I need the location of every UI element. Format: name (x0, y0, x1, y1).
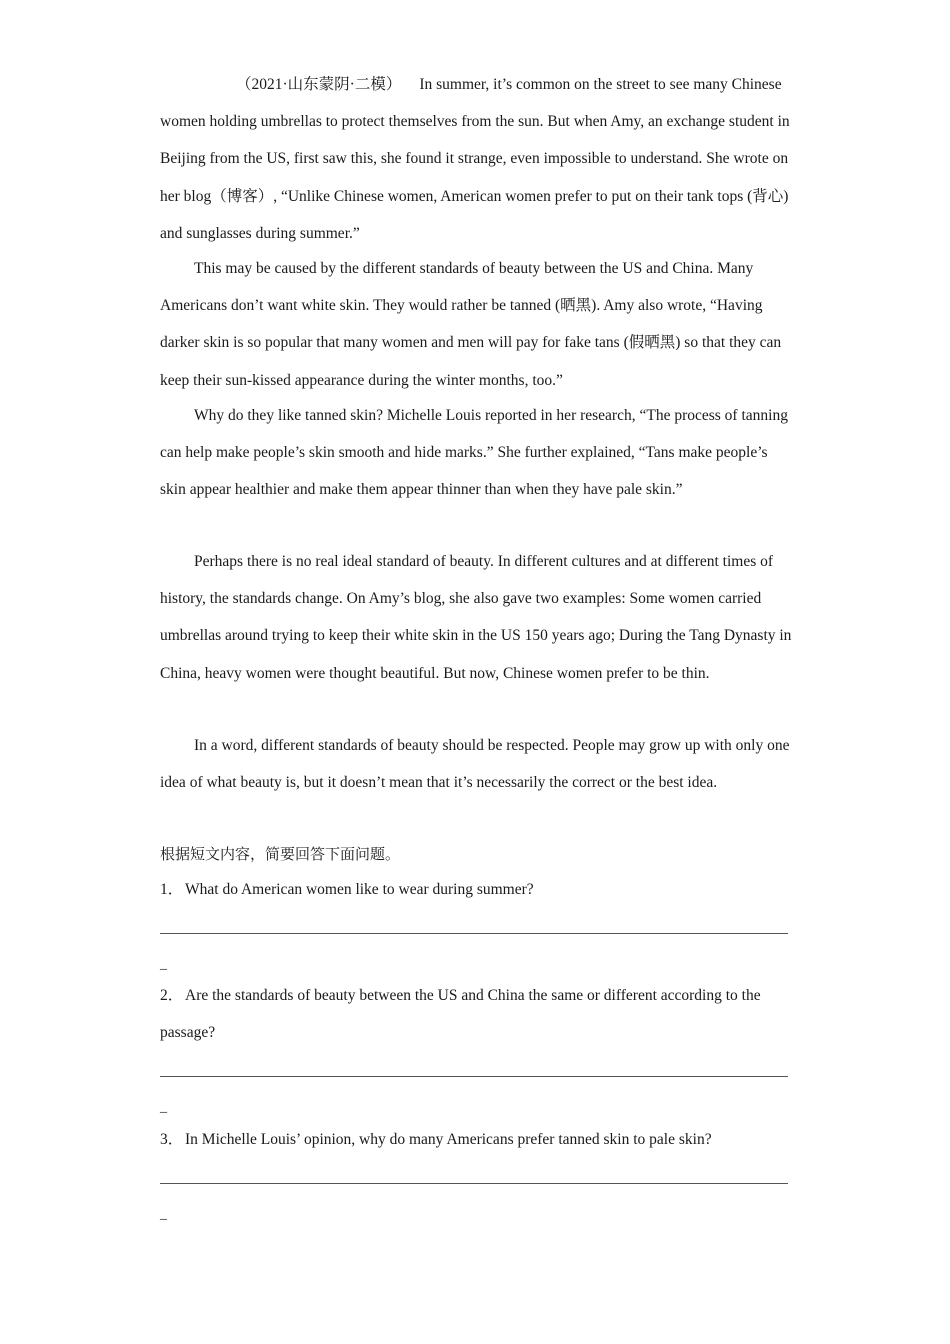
question-2 (160, 977, 792, 1051)
answer-end-1: _ (160, 957, 167, 972)
question-3 (160, 1121, 792, 1158)
question-1-text: What do American women like to wear during summer? (185, 881, 534, 898)
answer-line-1[interactable] (160, 933, 788, 934)
question-3-text: In Michelle Louis’ opinion, why do many Americans prefer tanned skin to pale skin? (185, 1131, 712, 1148)
passage-paragraph-2 (160, 250, 792, 399)
instruction: 根据短文内容，简要回答下面问题。 (160, 845, 401, 863)
passage-paragraph-4 (160, 543, 792, 692)
paragraph-3-text: Why do they like tanned skin? Michelle Louis reported in her research, “The process of tanning can help make people’s skin smooth and hide marks.” She further explained, “Tans make people’s skin appear healthier and make them appear thinner than when they have pale skin.” (160, 407, 788, 499)
question-2-number: 2． (160, 987, 184, 1004)
passage-paragraph-3 (160, 397, 792, 509)
paragraph-4-text: Perhaps there is no real ideal standard of beauty. In different cultures and at different times of history, the standards change. On Amy’s blog, she also gave two examples: Some women carried umbrellas around trying to keep their white skin in the US 150 years ago; During the Tang Dynasty in China, heavy women were thought beautiful. But now, Chinese women prefer to be thin. (160, 553, 792, 682)
passage-paragraph-5 (160, 727, 792, 801)
paragraph-1-text: In summer, it’s common on the street to see many Chinese women holding umbrellas to protect themselves from the sun. But when Amy, an exchange student in Beijing from the US, first saw this, she found it strange, even impossible to understand. She wrote on her blog（博客）, “Unlike Chinese women, American women prefer to put on their tank tops (背心) and sunglasses during summer.” (160, 76, 790, 242)
source-label: （2021·山东蒙阴·二模） (236, 76, 402, 93)
answer-line-2[interactable] (160, 1076, 788, 1077)
question-1-number: 1． (160, 881, 184, 898)
answer-line-3[interactable] (160, 1183, 788, 1184)
answer-end-2: _ (160, 1100, 167, 1115)
question-1 (160, 871, 792, 908)
question-2-text: Are the standards of beauty between the US and China the same or different according to the passage? (160, 987, 761, 1042)
paragraph-2-text: This may be caused by the different standards of beauty between the US and China. Many Americans don’t want white skin. They would rather be tanned (晒黑). Amy also wrote, “Having darker skin is so popular that many women and men will pay for fake tans (假晒黑) so that they can keep their sun-kissed appearance during the winter months, too.” (160, 260, 782, 389)
passage-paragraph-1 (160, 66, 792, 252)
question-3-number: 3． (160, 1131, 184, 1148)
paragraph-5-text: In a word, different standards of beauty should be respected. People may grow up with only one idea of what beauty is, but it doesn’t mean that it’s necessarily the correct or the best idea. (160, 737, 790, 792)
answer-end-3: _ (160, 1207, 167, 1222)
